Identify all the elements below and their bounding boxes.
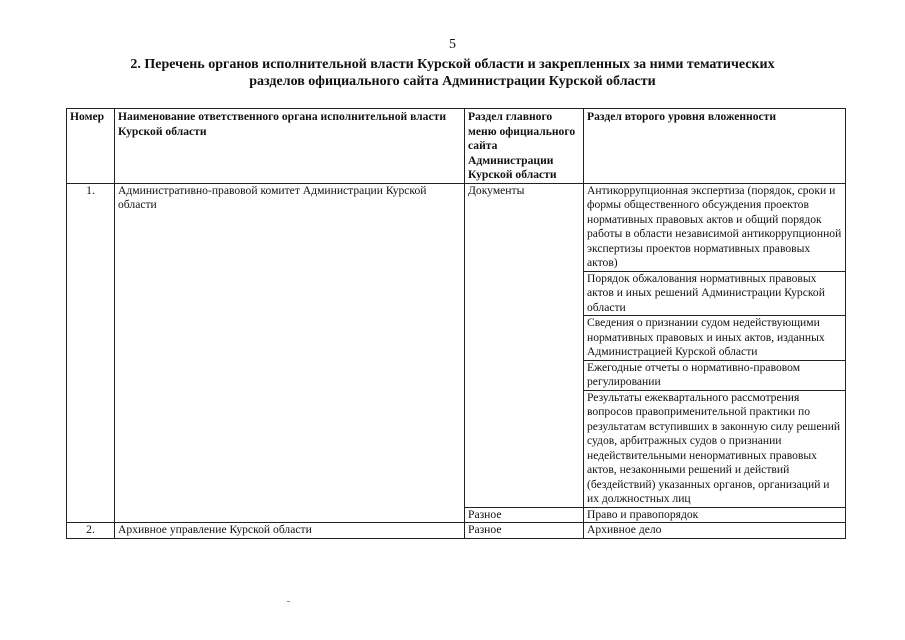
subsection-cell: Право и правопорядок bbox=[584, 507, 846, 523]
row-number: 2. bbox=[67, 523, 115, 539]
subsection-cell: Архивное дело bbox=[584, 523, 846, 539]
main-menu-section: Разное bbox=[465, 523, 584, 539]
subsection-cell: Антикоррупционная экспертиза (порядок, сроки и формы общественного обсуждения проектов нормативных правовых актов и общий порядок работы в области независимой антикоррупционной экспертизы проектов нормативных правовых актов) bbox=[584, 183, 846, 271]
subsection-cell: Ежегодные отчеты о нормативно-правовом регулировании bbox=[584, 360, 846, 390]
header-number: Номер bbox=[67, 109, 115, 184]
agency-name: Архивное управление Курской области bbox=[115, 523, 465, 539]
table-row bbox=[67, 523, 846, 539]
table-row bbox=[67, 183, 846, 271]
subsection-cell: Результаты ежеквартального рассмотрения вопросов правоприменительной практики по результатам вступивших в законную силу решений судов, арбитражных судов о признании недействительными ненормативных правовых актов, незаконными решений и действий (бездействий) указанных органов, организаций и их должностных лиц bbox=[584, 390, 846, 507]
agencies-table bbox=[66, 108, 846, 539]
document-heading bbox=[100, 56, 805, 90]
page-number: 5 bbox=[449, 37, 456, 52]
heading-line-2: разделов официального сайта Администрации Курской области bbox=[249, 74, 656, 89]
header-second-level: Раздел второго уровня вложенности bbox=[584, 109, 846, 184]
row-number: 1. bbox=[67, 183, 115, 523]
subsection-cell: Сведения о признании судом недействующими нормативных правовых и иных актов, изданных Администрацией Курской области bbox=[584, 316, 846, 361]
scan-speck bbox=[287, 601, 290, 602]
main-menu-section: Документы bbox=[465, 183, 584, 507]
table-header-row bbox=[67, 109, 846, 184]
header-main-menu: Раздел главного меню официального сайта Администрации Курской области bbox=[465, 109, 584, 184]
subsection-cell: Порядок обжалования нормативных правовых актов и иных решений Администрации Курской области bbox=[584, 271, 846, 316]
header-agency-name: Наименование ответственного органа исполнительной власти Курской области bbox=[115, 109, 465, 184]
main-menu-section: Разное bbox=[465, 507, 584, 523]
agency-name: Административно-правовой комитет Администрации Курской области bbox=[115, 183, 465, 523]
heading-line-1: 2. Перечень органов исполнительной власти Курской области и закрепленных за ними тематических bbox=[130, 57, 775, 72]
